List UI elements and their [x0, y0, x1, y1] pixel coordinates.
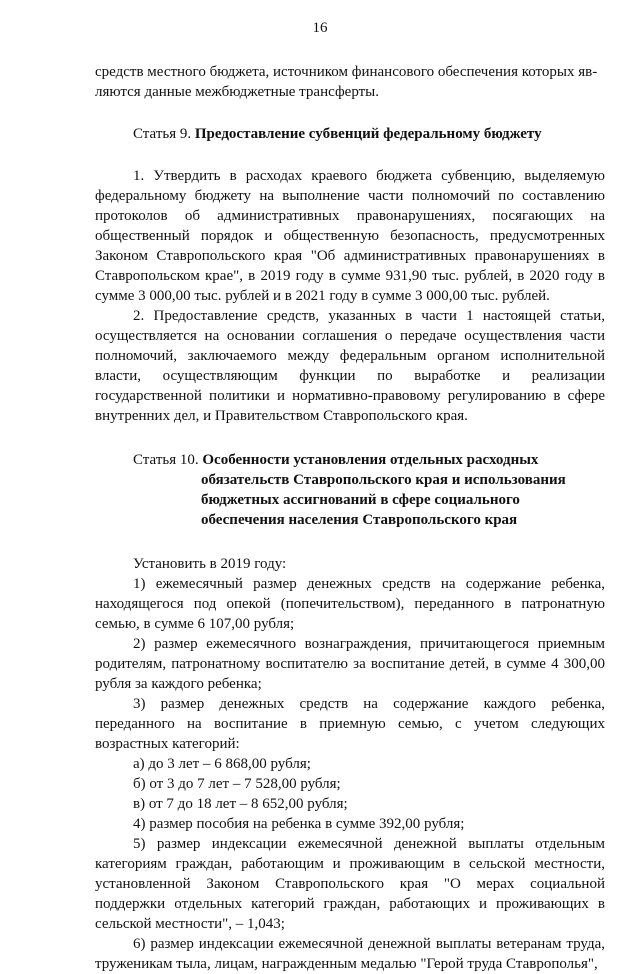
article-9-paragraph-2: 2. Предоставление средств, указанных в части 1 настоящей статьи, осуществляется на основании соглашения о передаче осуществления части полномочий, заключаемого между федеральным органом исполнительной власти, осуществляющим функции по выработке и реализации государственной политики и нормативно-правовому регулированию в сфере внутренних дел, и Правительством Ставропольского края. [95, 308, 605, 424]
article-9-heading [95, 124, 605, 144]
continuation-line: средств местного бюджета, источником финансового обеспечения которых яв- [95, 64, 598, 80]
article-10-title-line: бюджетных ассигнований в сфере социального [201, 492, 520, 508]
list-item: 3) размер денежных средств на содержание каждого ребенка, переданного на воспитание в приемную семью, с учетом следующих возрастных категорий: [95, 696, 605, 752]
list-subitem: а) до 3 лет – 6 868,00 рубля; [133, 756, 311, 772]
article-10-title-line: Особенности установления отдельных расходных [202, 452, 539, 468]
continuation-line: ляются данные межбюджетные трансферты. [95, 84, 380, 100]
list-item: 5) размер индексации ежемесячной денежной выплаты отдельным категориям граждан, работающим и проживающим в сельской местности, установленной Законом Ставропольского края "О мерах социальной поддержки отдельных категорий граждан, работающих и проживающих в сельской местности", – 1,043; [95, 836, 605, 932]
article-10-title-rest [95, 470, 605, 530]
page-number: 16 [312, 20, 328, 36]
document-body [95, 62, 605, 974]
list-item: 2) размер ежемесячного вознаграждения, причитающегося приемным родителям, патронатному воспитателю за воспитание детей, в сумме 4 300,00 рубля за каждого ребенка; [95, 636, 605, 692]
article-10-title [202, 450, 538, 470]
article-10-title-line: обеспечения населения Ставропольского края [201, 512, 518, 528]
article-10-title-line: обязательств Ставропольского края и использования [201, 472, 566, 488]
article-10-label: Статья 10. [133, 452, 203, 468]
list-subitem: в) от 7 до 18 лет – 8 652,00 рубля; [133, 796, 348, 812]
list-subitem: б) от 3 до 7 лет – 7 528,00 рубля; [133, 776, 341, 792]
article-10-heading [95, 450, 605, 470]
list-item: 1) ежемесячный размер денежных средств на содержание ребенка, находящегося под опекой (попечительством), переданного в патронатную семью, в сумме 6 107,00 рубля; [95, 576, 605, 632]
article-9-label: Статья 9. [133, 126, 195, 142]
article-9-paragraph-1: 1. Утвердить в расходах краевого бюджета субвенцию, выделяемую федеральному бюджету на выполнение части полномочий по составлению протоколов об административных правонарушениях, посягающих на общественный порядок и общественную безопасность, предусмотренных Законом Ставропольского края "Об административных правонарушениях в Ставропольском крае", в 2019 году в сумме 931,90 тыс. рублей, в 2020 году в сумме 3 000,00 тыс. рублей и в 2021 году в сумме 3 000,00 тыс. рублей. [95, 168, 605, 304]
list-item: 4) размер пособия на ребенка в сумме 392,00 рубля; [133, 816, 465, 832]
list-item: 6) размер индексации ежемесячной денежной выплаты ветеранам труда, труженикам тыла, лицам, награжденным медалью "Герой труда Ставрополья", [95, 936, 605, 972]
article-10-intro: Установить в 2019 году: [133, 556, 287, 572]
article-9-title: Предоставление субвенций федеральному бюджету [194, 126, 542, 142]
